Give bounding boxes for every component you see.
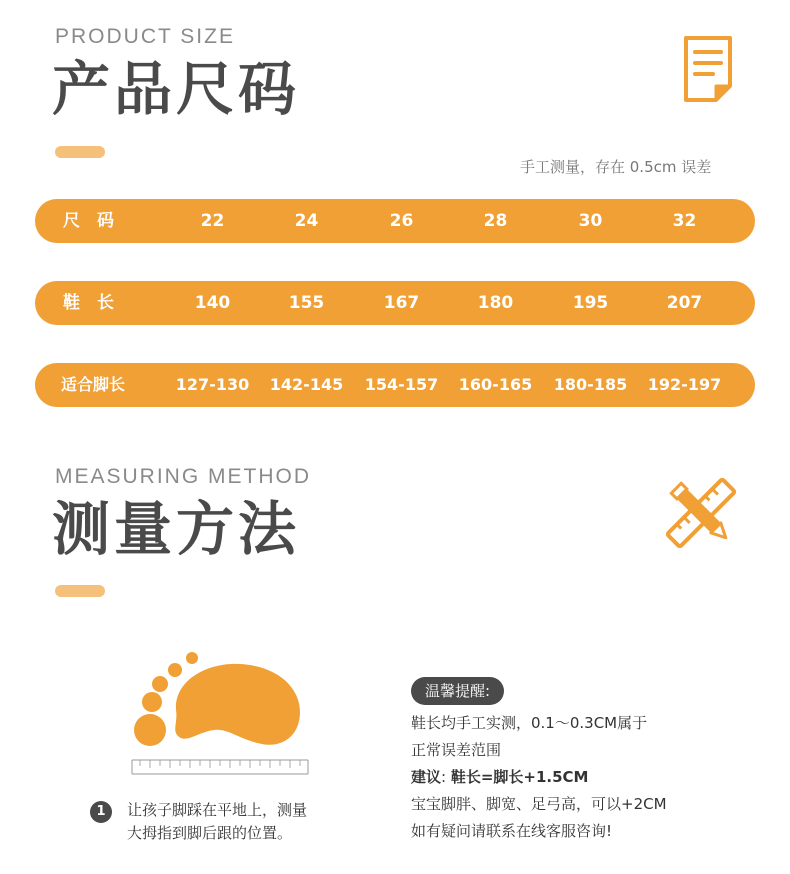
tip-text <box>411 710 667 845</box>
tip-line: 鞋长均手工实测，0.1～0.3CM属于 <box>411 714 648 732</box>
suggestion-separator: : <box>441 768 451 786</box>
measure-error-note: 手工测量，存在 0.5cm 误差 <box>520 158 712 176</box>
tip-suggestion <box>411 764 667 791</box>
step-line: 让孩子脚踩在平地上，测量 <box>127 801 308 819</box>
step-number-badge: 1 <box>90 801 112 823</box>
ruler-pencil-icon <box>664 478 738 548</box>
foot-length-cell: 127-130 <box>175 375 250 394</box>
step-instruction <box>127 799 307 845</box>
shoe-length-cell: 180 <box>477 293 514 313</box>
foot-length-cell: 142-145 <box>269 375 344 394</box>
shoe-length-row <box>35 281 755 325</box>
size-cn-title: 产品尺码 <box>52 55 301 123</box>
foot-length-cell: 154-157 <box>364 375 439 394</box>
method-accent-bar <box>55 585 105 597</box>
row-label: 鞋 长 <box>63 293 114 313</box>
row-label: 尺 码 <box>63 211 114 231</box>
suggestion-value: 鞋长=脚长+1.5CM <box>450 768 589 786</box>
size-accent-bar <box>55 146 105 158</box>
method-en-title: MEASURING METHOD <box>55 465 312 488</box>
size-cell: 30 <box>578 211 603 231</box>
foot-length-cell: 180-185 <box>553 375 628 394</box>
size-en-title: PRODUCT SIZE <box>55 25 235 48</box>
step-line: 大拇指到脚后跟的位置。 <box>127 824 293 842</box>
shoe-length-cell: 195 <box>572 293 609 313</box>
size-cell: 26 <box>389 211 414 231</box>
foot-length-cell: 160-165 <box>458 375 533 394</box>
tip-line: 如有疑问请联系在线客服咨询! <box>411 822 613 840</box>
row-label: 适合脚长 <box>61 375 126 394</box>
method-cn-title: 测量方法 <box>52 495 301 563</box>
tip-line: 正常误差范围 <box>411 741 502 759</box>
size-cell: 28 <box>483 211 508 231</box>
tip-badge: 温馨提醒: <box>411 677 504 705</box>
size-cell: 24 <box>294 211 319 231</box>
foot-length-row <box>35 363 755 407</box>
foot-length-cell: 192-197 <box>647 375 722 394</box>
size-row <box>35 199 755 243</box>
foot-illustration <box>128 650 313 780</box>
suggestion-label: 建议 <box>411 768 442 786</box>
shoe-length-cell: 207 <box>666 293 703 313</box>
document-icon <box>680 34 736 104</box>
shoe-length-cell: 155 <box>288 293 325 313</box>
shoe-length-cell: 140 <box>194 293 231 313</box>
size-cell: 22 <box>200 211 225 231</box>
shoe-length-cell: 167 <box>383 293 420 313</box>
size-cell: 32 <box>672 211 697 231</box>
tip-line: 宝宝脚胖、脚宽、足弓高，可以+2CM <box>411 795 667 813</box>
